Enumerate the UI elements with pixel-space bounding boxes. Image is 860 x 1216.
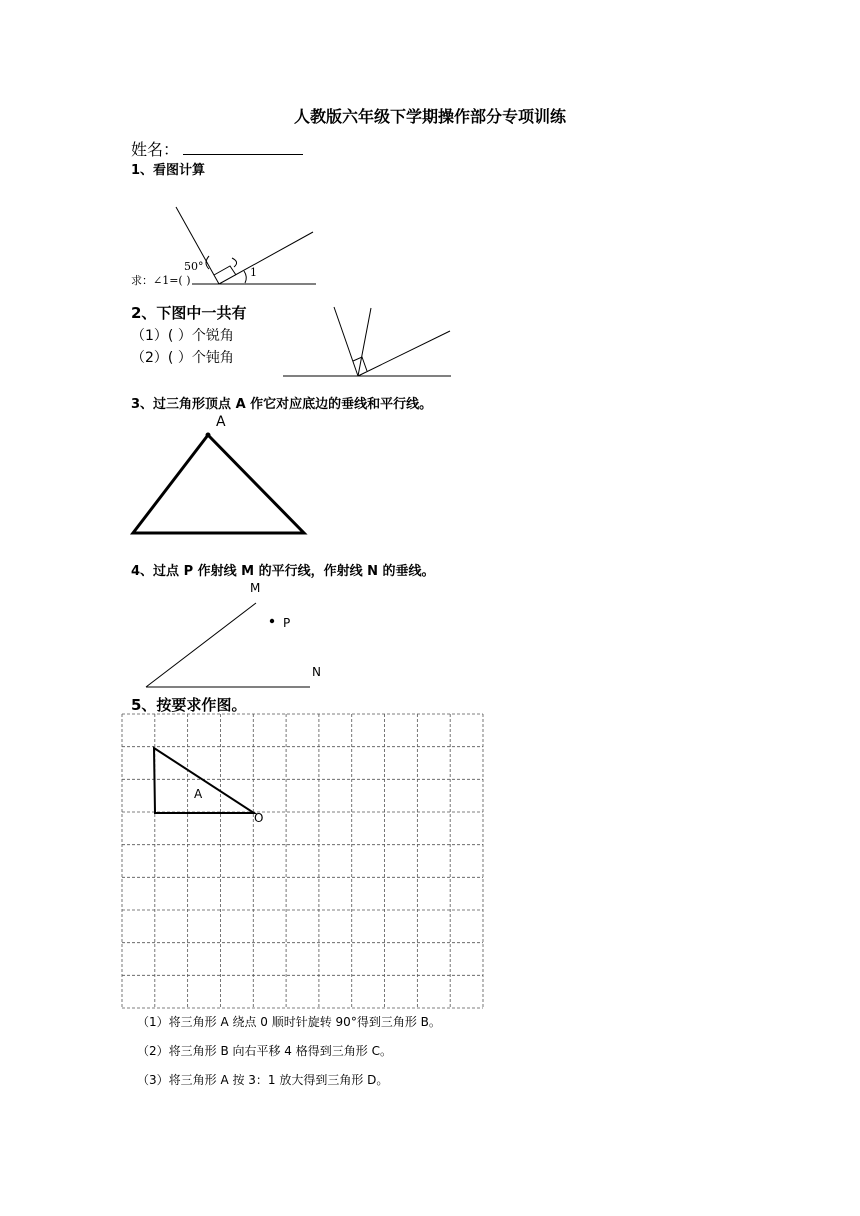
q1-heading: 1、看图计算 bbox=[131, 163, 206, 178]
q4-label-m: M bbox=[250, 581, 261, 595]
q5-item-3: （3）将三角形 A 按 3：1 放大得到三角形 D。 bbox=[137, 1073, 389, 1087]
q2-line-2: （2）( ）个钝角 bbox=[131, 350, 234, 366]
page-title: 人教版六年级下学期操作部分专项训练 bbox=[293, 107, 566, 126]
q3-heading: 3、过三角形顶点 A 作它对应底边的垂线和平行线。 bbox=[131, 397, 433, 412]
q5-item-1: （1）将三角形 A 绕点 0 顺时针旋转 90°得到三角形 B。 bbox=[137, 1015, 441, 1029]
q3-vertex-label: A bbox=[216, 414, 226, 430]
q2-line-1: （1）( ）个锐角 bbox=[131, 328, 234, 344]
q4-heading: 4、过点 P 作射线 M 的平行线，作射线 N 的垂线。 bbox=[131, 564, 435, 579]
q1-angle-mark: 1 bbox=[250, 266, 257, 279]
q5-triangle-label: A bbox=[194, 787, 203, 801]
name-label: 姓名： bbox=[131, 140, 180, 159]
q4-label-n: N bbox=[312, 665, 321, 679]
q2-heading: 2、下图中一共有 bbox=[131, 304, 247, 322]
q4-label-p: P bbox=[283, 616, 291, 630]
q5-point-o-label: O bbox=[254, 811, 264, 825]
q5-item-2: （2）将三角形 B 向右平移 4 格得到三角形 C。 bbox=[137, 1044, 392, 1058]
q5-triangle-a bbox=[154, 748, 254, 813]
q1-ask: 求：∠1=( ) bbox=[131, 274, 191, 287]
q5-heading: 5、按要求作图。 bbox=[131, 696, 247, 714]
q1-angle-label: 50° bbox=[184, 260, 204, 273]
